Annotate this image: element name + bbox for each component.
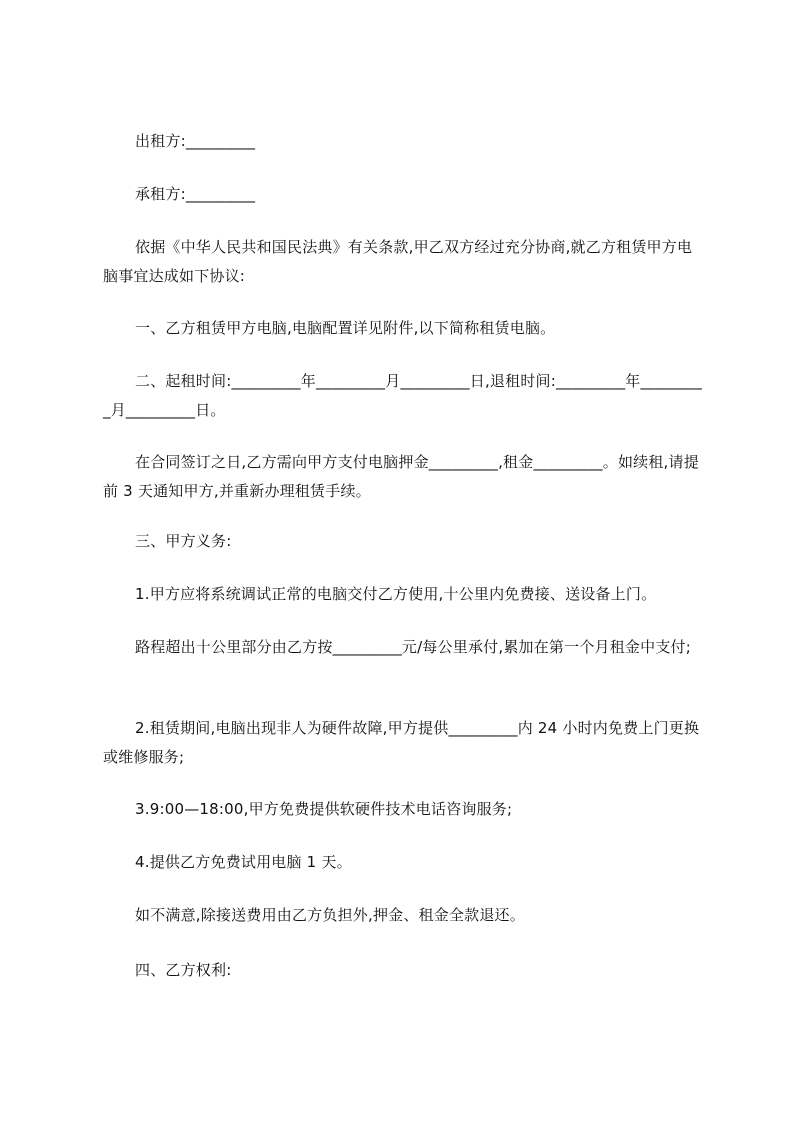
duty-one: 1.甲方应将系统调试正常的电脑交付乙方使用,十公里内免费接、送设备上门。: [135, 585, 657, 603]
clause-one: 一、乙方租赁甲方电脑,电脑配置详见附件,以下简称租赁电脑。: [135, 319, 556, 337]
distance-fee-paragraph: 路程超出十公里部分由乙方按_________元/每公里承付,累加在第一个月租金中支付;: [135, 638, 691, 656]
lessor-line: 出租方:_________: [135, 132, 256, 150]
lessee-line: 承租方:_________: [135, 185, 256, 203]
duty-three: 3.9:00—18:00,甲方免费提供软硬件技术电话咨询服务;: [135, 800, 513, 818]
refund-paragraph: 如不满意,除接送费用由乙方负担外,押金、租金全款退还。: [135, 906, 525, 924]
clause-three-heading: 三、甲方义务:: [135, 532, 232, 550]
duty-four: 4.提供乙方免费试用电脑 1 天。: [135, 853, 352, 871]
clause-two-dates: 二、起租时间:_________年_________月_________日,退租时间:_________年_________月_________日。: [103, 372, 703, 419]
deposit-paragraph: 在合同签订之日,乙方需向甲方支付电脑押金_________,租金_________。如续租,请提前 3 天通知甲方,并重新办理租赁手续。: [103, 453, 699, 500]
clause-four-heading: 四、乙方权利:: [135, 961, 232, 979]
intro-paragraph: 依据《中华人民共和国民法典》有关条款,甲乙双方经过充分协商,就乙方租赁甲方电脑事宜达成如下协议:: [103, 238, 693, 285]
duty-two: 2.租赁期间,电脑出现非人为硬件故障,甲方提供_________内 24 小时内免费上门更换或维修服务;: [103, 719, 700, 766]
